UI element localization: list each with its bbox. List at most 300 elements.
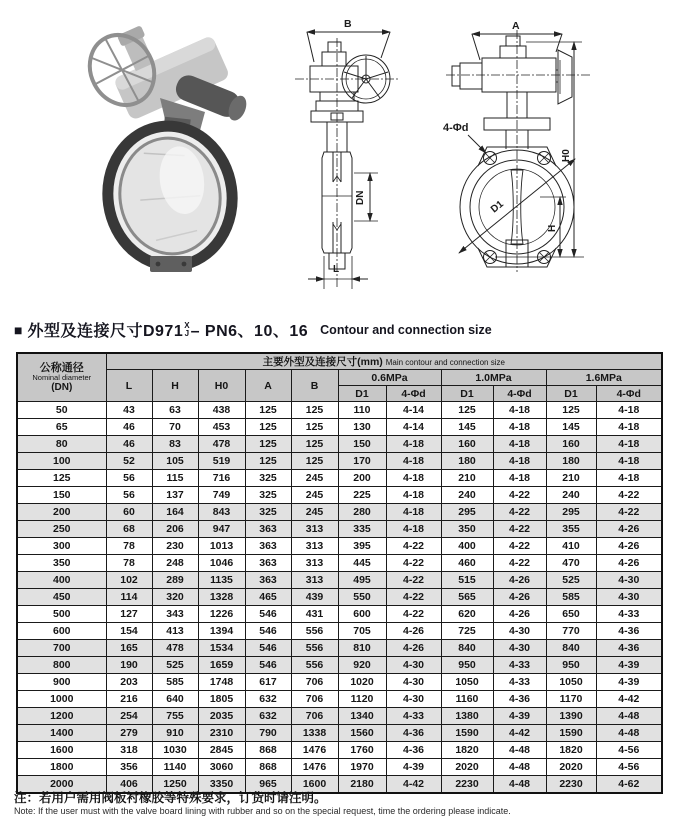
dim-cell: 4-18 <box>386 453 441 470</box>
dim-cell: 556 <box>291 640 338 657</box>
col-header-d1-10: D1 <box>441 386 493 402</box>
col-header-phid-10: 4-Φd <box>493 386 546 402</box>
heading-title-cn: 外型及连接尺寸D971 <box>27 323 184 340</box>
dim-cell: 1020 <box>338 674 386 691</box>
table-row <box>17 453 662 470</box>
dim-cell: 4-18 <box>493 453 546 470</box>
col-header-H0: H0 <box>198 370 245 402</box>
dim-cell: 325 <box>245 470 291 487</box>
dim-cell: 125 <box>291 402 338 419</box>
dim-cell: 68 <box>106 521 152 538</box>
dim-cell: 410 <box>546 538 596 555</box>
dim-cell: 4-22 <box>493 504 546 521</box>
dim-cell: 868 <box>245 759 291 776</box>
model-variant-top: X <box>184 320 190 330</box>
front-view-drawing <box>443 20 592 272</box>
dim-cell: 343 <box>152 606 198 623</box>
dn-cell: 200 <box>17 504 106 521</box>
dim-cell: 180 <box>546 453 596 470</box>
dim-cell: 413 <box>152 623 198 640</box>
dim-cell: 1250 <box>152 776 198 794</box>
dn-cell: 2000 <box>17 776 106 794</box>
dim-cell: 1534 <box>198 640 245 657</box>
dim-cell: 115 <box>152 470 198 487</box>
dim-cell: 525 <box>546 572 596 589</box>
dim-cell: 206 <box>152 521 198 538</box>
dimension-spec-table <box>16 352 663 794</box>
dn-cell: 150 <box>17 487 106 504</box>
section-heading <box>14 318 492 341</box>
table-row <box>17 759 662 776</box>
dim-cell: 2845 <box>198 742 245 759</box>
dim-cell: 1338 <box>291 725 338 742</box>
dim-label-l: L <box>333 264 340 275</box>
dim-cell: 125 <box>245 402 291 419</box>
dim-cell: 160 <box>441 436 493 453</box>
dim-cell: 160 <box>546 436 596 453</box>
dim-cell: 546 <box>245 640 291 657</box>
dim-cell: 4-56 <box>596 759 662 776</box>
dim-cell: 840 <box>546 640 596 657</box>
dim-cell: 363 <box>245 521 291 538</box>
dim-cell: 4-18 <box>596 470 662 487</box>
dim-cell: 2035 <box>198 708 245 725</box>
dim-cell: 313 <box>291 538 338 555</box>
dim-cell: 4-26 <box>493 589 546 606</box>
dim-cell: 556 <box>291 623 338 640</box>
dim-cell: 4-39 <box>596 657 662 674</box>
col-header-phid-16: 4-Φd <box>596 386 662 402</box>
dim-cell: 154 <box>106 623 152 640</box>
dim-cell: 4-14 <box>386 402 441 419</box>
table-row <box>17 504 662 521</box>
dim-cell: 4-22 <box>386 572 441 589</box>
dim-cell: 245 <box>291 470 338 487</box>
col-header-06mpa: 0.6MPa <box>338 370 441 386</box>
dim-cell: 4-36 <box>493 691 546 708</box>
main-header-en: Main contour and connection size <box>385 358 505 367</box>
dim-cell: 1380 <box>441 708 493 725</box>
table-row <box>17 708 662 725</box>
dim-cell: 279 <box>106 725 152 742</box>
dim-cell: 125 <box>291 419 338 436</box>
dim-cell: 4-18 <box>386 436 441 453</box>
dim-cell: 4-18 <box>386 470 441 487</box>
table-row <box>17 538 662 555</box>
dim-cell: 716 <box>198 470 245 487</box>
col-header-L: L <box>106 370 152 402</box>
dim-label-h: H <box>547 224 558 232</box>
dn-cell: 800 <box>17 657 106 674</box>
dn-cell: 1600 <box>17 742 106 759</box>
footnote-en: Note: If the user must with the valve board lining with rubber and so on the special request, time the ordering please indicate. <box>14 806 511 816</box>
dn-cell: 1000 <box>17 691 106 708</box>
dim-cell: 125 <box>291 453 338 470</box>
dim-cell: 4-48 <box>596 708 662 725</box>
table-row <box>17 657 662 674</box>
dim-cell: 125 <box>245 436 291 453</box>
dim-cell: 650 <box>546 606 596 623</box>
dim-cell: 1600 <box>291 776 338 794</box>
dim-cell: 164 <box>152 504 198 521</box>
footnote <box>14 791 511 817</box>
dim-cell: 431 <box>291 606 338 623</box>
table-row <box>17 487 662 504</box>
dim-cell: 210 <box>441 470 493 487</box>
dim-cell: 438 <box>198 402 245 419</box>
figures-band <box>0 0 676 314</box>
dim-cell: 1030 <box>152 742 198 759</box>
bolt-hole-icon <box>484 251 497 264</box>
dim-cell: 556 <box>291 657 338 674</box>
dn-cell: 700 <box>17 640 106 657</box>
table-row <box>17 725 662 742</box>
dim-cell: 1820 <box>441 742 493 759</box>
dim-cell: 4-36 <box>386 742 441 759</box>
dim-cell: 406 <box>106 776 152 794</box>
table-row <box>17 606 662 623</box>
dn-cell: 500 <box>17 606 106 623</box>
dim-cell: 4-26 <box>386 623 441 640</box>
dim-cell: 52 <box>106 453 152 470</box>
dim-cell: 110 <box>338 402 386 419</box>
footnote-cn: 注：若用户需用阀板衬橡胶等特殊要求，订货时请注明。 <box>14 791 327 805</box>
dim-cell: 210 <box>546 470 596 487</box>
dim-cell: 203 <box>106 674 152 691</box>
heading-title-en: Contour and connection size <box>320 322 492 337</box>
dim-cell: 4-22 <box>596 504 662 521</box>
dim-cell: 2230 <box>441 776 493 794</box>
dn-cell: 300 <box>17 538 106 555</box>
dn-cell: 1200 <box>17 708 106 725</box>
dim-cell: 4-18 <box>596 402 662 419</box>
dim-cell: 216 <box>106 691 152 708</box>
dim-cell: 4-22 <box>493 538 546 555</box>
dim-cell: 565 <box>441 589 493 606</box>
dim-cell: 63 <box>152 402 198 419</box>
dim-cell: 295 <box>441 504 493 521</box>
dim-cell: 225 <box>338 487 386 504</box>
dim-cell: 4-30 <box>493 640 546 657</box>
table-row <box>17 402 662 419</box>
dim-cell: 4-18 <box>386 487 441 504</box>
table-row <box>17 691 662 708</box>
dim-cell: 725 <box>441 623 493 640</box>
dim-cell: 4-26 <box>596 521 662 538</box>
dim-cell: 4-18 <box>493 470 546 487</box>
dim-cell: 965 <box>245 776 291 794</box>
dim-cell: 1013 <box>198 538 245 555</box>
dim-label-h0: H0 <box>561 149 572 162</box>
dn-cell: 600 <box>17 623 106 640</box>
dim-cell: 4-22 <box>386 589 441 606</box>
dim-cell: 1820 <box>546 742 596 759</box>
dim-cell: 280 <box>338 504 386 521</box>
dim-cell: 947 <box>198 521 245 538</box>
dn-cell: 900 <box>17 674 106 691</box>
dim-cell: 4-42 <box>596 691 662 708</box>
dim-cell: 4-30 <box>386 691 441 708</box>
dim-cell: 2180 <box>338 776 386 794</box>
dim-cell: 43 <box>106 402 152 419</box>
dim-cell: 1394 <box>198 623 245 640</box>
dn-cell: 350 <box>17 555 106 572</box>
col-header-16mpa: 1.6MPa <box>546 370 662 386</box>
col1-cn: 公称通径 <box>39 362 84 374</box>
dim-cell: 1476 <box>291 759 338 776</box>
dim-cell: 4-62 <box>596 776 662 794</box>
dim-cell: 313 <box>291 521 338 538</box>
dim-cell: 1120 <box>338 691 386 708</box>
dim-cell: 125 <box>546 402 596 419</box>
dim-cell: 4-30 <box>386 674 441 691</box>
dim-cell: 4-39 <box>493 708 546 725</box>
dim-cell: 145 <box>441 419 493 436</box>
dim-cell: 4-22 <box>493 555 546 572</box>
side-view-drawing <box>295 18 398 289</box>
dim-cell: 3060 <box>198 759 245 776</box>
dim-cell: 4-33 <box>596 606 662 623</box>
dn-cell: 450 <box>17 589 106 606</box>
dim-cell: 46 <box>106 436 152 453</box>
dim-cell: 640 <box>152 691 198 708</box>
dim-label-a: A <box>512 20 520 32</box>
dim-label-dn: DN <box>355 190 366 205</box>
dim-cell: 4-30 <box>596 572 662 589</box>
dim-cell: 632 <box>245 708 291 725</box>
dim-cell: 4-18 <box>493 436 546 453</box>
dim-cell: 4-22 <box>493 487 546 504</box>
table-row <box>17 436 662 453</box>
dim-cell: 313 <box>291 555 338 572</box>
dim-cell: 60 <box>106 504 152 521</box>
col1-unit: (DN) <box>51 382 73 393</box>
dim-cell: 755 <box>152 708 198 725</box>
dim-cell: 4-30 <box>386 657 441 674</box>
dim-cell: 102 <box>106 572 152 589</box>
dim-cell: 1170 <box>546 691 596 708</box>
dim-cell: 2020 <box>546 759 596 776</box>
square-bullet-icon: ■ <box>14 321 23 338</box>
dim-cell: 465 <box>245 589 291 606</box>
dim-cell: 4-33 <box>386 708 441 725</box>
dim-cell: 1659 <box>198 657 245 674</box>
dim-cell: 363 <box>245 538 291 555</box>
dim-cell: 240 <box>546 487 596 504</box>
dim-cell: 4-33 <box>493 674 546 691</box>
dim-cell: 4-26 <box>493 572 546 589</box>
dn-cell: 250 <box>17 521 106 538</box>
col-header-d1-06: D1 <box>338 386 386 402</box>
dim-cell: 840 <box>441 640 493 657</box>
dim-cell: 56 <box>106 487 152 504</box>
dim-cell: 632 <box>245 691 291 708</box>
table-row <box>17 572 662 589</box>
dim-cell: 4-18 <box>386 504 441 521</box>
dn-cell: 65 <box>17 419 106 436</box>
dim-cell: 4-39 <box>386 759 441 776</box>
dn-cell: 100 <box>17 453 106 470</box>
dim-cell: 4-48 <box>596 725 662 742</box>
dim-cell: 4-18 <box>596 453 662 470</box>
col-header-B: B <box>291 370 338 402</box>
dim-cell: 4-36 <box>596 623 662 640</box>
dn-cell: 400 <box>17 572 106 589</box>
dim-cell: 363 <box>245 572 291 589</box>
dim-cell: 1050 <box>441 674 493 691</box>
bolt-hole-icon <box>538 152 551 165</box>
dim-cell: 445 <box>338 555 386 572</box>
model-variant-stack <box>184 322 189 338</box>
dim-cell: 70 <box>152 419 198 436</box>
dim-cell: 245 <box>291 487 338 504</box>
dim-cell: 1160 <box>441 691 493 708</box>
dim-cell: 335 <box>338 521 386 538</box>
col-header-phid-06: 4-Φd <box>386 386 441 402</box>
dim-cell: 1046 <box>198 555 245 572</box>
dim-label-d1: D1 <box>488 198 506 216</box>
dim-cell: 950 <box>441 657 493 674</box>
table-row <box>17 589 662 606</box>
dim-cell: 4-18 <box>596 436 662 453</box>
col-header-10mpa: 1.0MPa <box>441 370 546 386</box>
dim-cell: 4-36 <box>386 725 441 742</box>
dim-cell: 4-39 <box>596 674 662 691</box>
dim-cell: 240 <box>441 487 493 504</box>
dim-cell: 1560 <box>338 725 386 742</box>
dim-cell: 4-36 <box>596 640 662 657</box>
dim-cell: 46 <box>106 419 152 436</box>
dim-label-holes: 4-Φd <box>443 122 469 134</box>
dim-cell: 1590 <box>546 725 596 742</box>
col-header-main <box>106 353 662 370</box>
dim-cell: 4-26 <box>596 555 662 572</box>
dim-cell: 478 <box>152 640 198 657</box>
dim-cell: 83 <box>152 436 198 453</box>
dim-cell: 1340 <box>338 708 386 725</box>
table-row <box>17 470 662 487</box>
dim-cell: 395 <box>338 538 386 555</box>
dim-cell: 4-42 <box>386 776 441 794</box>
dim-cell: 4-22 <box>386 606 441 623</box>
dim-cell: 1050 <box>546 674 596 691</box>
dim-cell: 706 <box>291 691 338 708</box>
dim-cell: 453 <box>198 419 245 436</box>
dn-cell: 80 <box>17 436 106 453</box>
dim-cell: 1135 <box>198 572 245 589</box>
dim-cell: 78 <box>106 538 152 555</box>
dim-cell: 706 <box>291 708 338 725</box>
dim-cell: 1805 <box>198 691 245 708</box>
dim-cell: 295 <box>546 504 596 521</box>
dim-cell: 4-56 <box>596 742 662 759</box>
dim-cell: 289 <box>152 572 198 589</box>
dim-cell: 245 <box>291 504 338 521</box>
dim-cell: 3350 <box>198 776 245 794</box>
dim-cell: 460 <box>441 555 493 572</box>
dim-cell: 706 <box>291 674 338 691</box>
dim-cell: 1390 <box>546 708 596 725</box>
dim-cell: 617 <box>245 674 291 691</box>
dim-cell: 145 <box>546 419 596 436</box>
dim-cell: 318 <box>106 742 152 759</box>
dim-cell: 4-22 <box>386 555 441 572</box>
dim-cell: 78 <box>106 555 152 572</box>
dim-cell: 910 <box>152 725 198 742</box>
dim-cell: 2310 <box>198 725 245 742</box>
dim-cell: 1328 <box>198 589 245 606</box>
dim-cell: 4-18 <box>386 521 441 538</box>
dim-cell: 125 <box>245 419 291 436</box>
dim-cell: 439 <box>291 589 338 606</box>
dim-cell: 4-48 <box>493 759 546 776</box>
dn-cell: 1400 <box>17 725 106 742</box>
spec-table-body <box>17 402 662 794</box>
dim-cell: 105 <box>152 453 198 470</box>
dim-cell: 550 <box>338 589 386 606</box>
dim-cell: 868 <box>245 742 291 759</box>
dim-cell: 400 <box>441 538 493 555</box>
dim-cell: 125 <box>441 402 493 419</box>
dim-cell: 325 <box>245 504 291 521</box>
dim-cell: 4-22 <box>493 521 546 538</box>
dim-cell: 363 <box>245 555 291 572</box>
dim-cell: 356 <box>106 759 152 776</box>
dim-cell: 843 <box>198 504 245 521</box>
dim-cell: 320 <box>152 589 198 606</box>
dim-cell: 4-48 <box>493 742 546 759</box>
dim-cell: 4-18 <box>493 402 546 419</box>
dim-cell: 546 <box>245 606 291 623</box>
model-variant-bottom: J <box>184 328 190 338</box>
dim-cell: 519 <box>198 453 245 470</box>
dim-cell: 4-33 <box>493 657 546 674</box>
dim-cell: 4-42 <box>493 725 546 742</box>
dim-cell: 478 <box>198 436 245 453</box>
dn-cell: 1800 <box>17 759 106 776</box>
dim-cell: 470 <box>546 555 596 572</box>
dim-cell: 950 <box>546 657 596 674</box>
dim-cell: 585 <box>152 674 198 691</box>
dim-cell: 137 <box>152 487 198 504</box>
heading-title-suffix: – PN6、10、16 <box>190 323 309 340</box>
dim-cell: 4-18 <box>596 419 662 436</box>
dim-cell: 4-26 <box>493 606 546 623</box>
dim-cell: 920 <box>338 657 386 674</box>
dim-cell: 4-26 <box>596 538 662 555</box>
bolt-hole-icon <box>484 152 497 165</box>
col-header-H: H <box>152 370 198 402</box>
dim-cell: 254 <box>106 708 152 725</box>
dim-cell: 705 <box>338 623 386 640</box>
col1-en: Nominal diameter <box>32 373 92 382</box>
dim-cell: 230 <box>152 538 198 555</box>
dim-cell: 1476 <box>291 742 338 759</box>
table-row <box>17 742 662 759</box>
dim-cell: 4-48 <box>493 776 546 794</box>
dim-cell: 790 <box>245 725 291 742</box>
dim-cell: 2230 <box>546 776 596 794</box>
dim-cell: 313 <box>291 572 338 589</box>
dim-cell: 350 <box>441 521 493 538</box>
dim-cell: 127 <box>106 606 152 623</box>
dim-cell: 4-14 <box>386 419 441 436</box>
table-row <box>17 521 662 538</box>
dim-cell: 56 <box>106 470 152 487</box>
col-header-A: A <box>245 370 291 402</box>
dim-cell: 325 <box>245 487 291 504</box>
table-row <box>17 640 662 657</box>
